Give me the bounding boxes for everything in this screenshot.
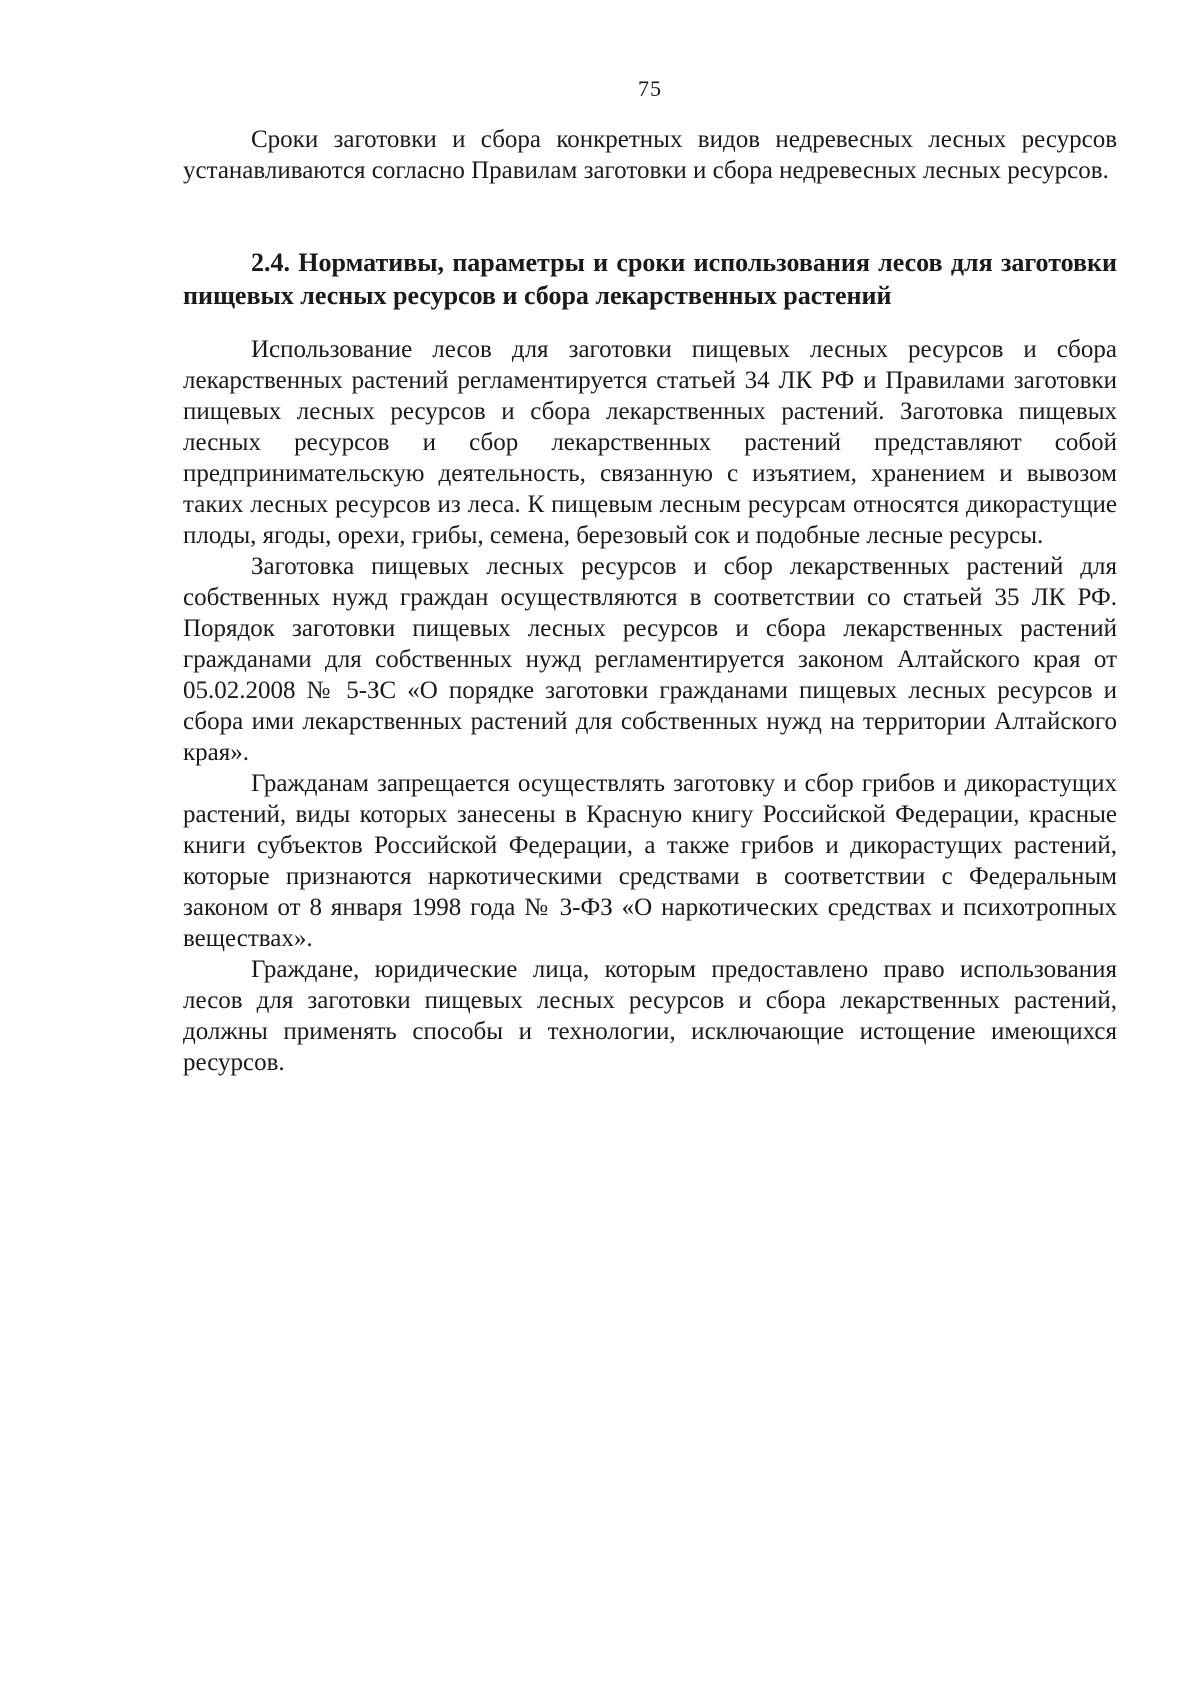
body-paragraph: Гражданам запрещается осуществлять заготовку и сбор грибов и дикорастущих растений, виды которых занесены в Красную книгу Российской Федерации, красные книги субъектов Российской Федерации, а также грибов и дикорастущих растений, которые признаются наркотическими средствами в соответствии с Федеральным законом от 8 января 1998 года № 3-ФЗ «О наркотических средствах и психотропных веществах».	[183, 770, 1117, 952]
intro-paragraph: Сроки заготовки и сбора конкретных видов недревесных лесных ресурсов устанавливаются согласно Правилам заготовки и сбора недревесных лесных ресурсов.	[183, 126, 1117, 184]
body-paragraph: Граждане, юридические лица, которым предоставлено право использования лесов для заготовки пищевых лесных ресурсов и сбора лекарственных растений, должны применять способы и технологии, исключающие истощение имеющихся ресурсов.	[183, 956, 1117, 1076]
section-heading: 2.4. Нормативы, параметры и сроки использования лесов для заготовки пищевых лесных ресурсов и сбора лекарственных растений	[183, 248, 1117, 310]
body-paragraph: Заготовка пищевых лесных ресурсов и сбор лекарственных растений для собственных нужд граждан осуществляются в соответствии со статьей 35 ЛК РФ. Порядок заготовки пищевых лесных ресурсов и сбора лекарственных растений гражданами для собственных нужд регламентируется законом Алтайского края от 05.02.2008 № 5-ЗС «О порядке заготовки гражданами пищевых лесных ресурсов и сбора ими лекарственных растений для собственных нужд на территории Алтайского края».	[183, 553, 1117, 766]
body-paragraph: Использование лесов для заготовки пищевых лесных ресурсов и сбора лекарственных растений регламентируется статьей 34 ЛК РФ и Правилами заготовки пищевых лесных ресурсов и сбора лекарственных растений. Заготовка пищевых лесных ресурсов и сбор лекарственных растений представляют собой предпринимательскую деятельность, связанную с изъятием, хранением и вывозом таких лесных ресурсов из леса. К пищевым лесным ресурсам относятся дикорастущие плоды, ягоды, орехи, грибы, семена, березовый сок и подобные лесные ресурсы.	[183, 336, 1117, 549]
page-number: 75	[638, 76, 662, 101]
section-body	[183, 334, 1117, 1078]
intro-block	[183, 124, 1117, 186]
